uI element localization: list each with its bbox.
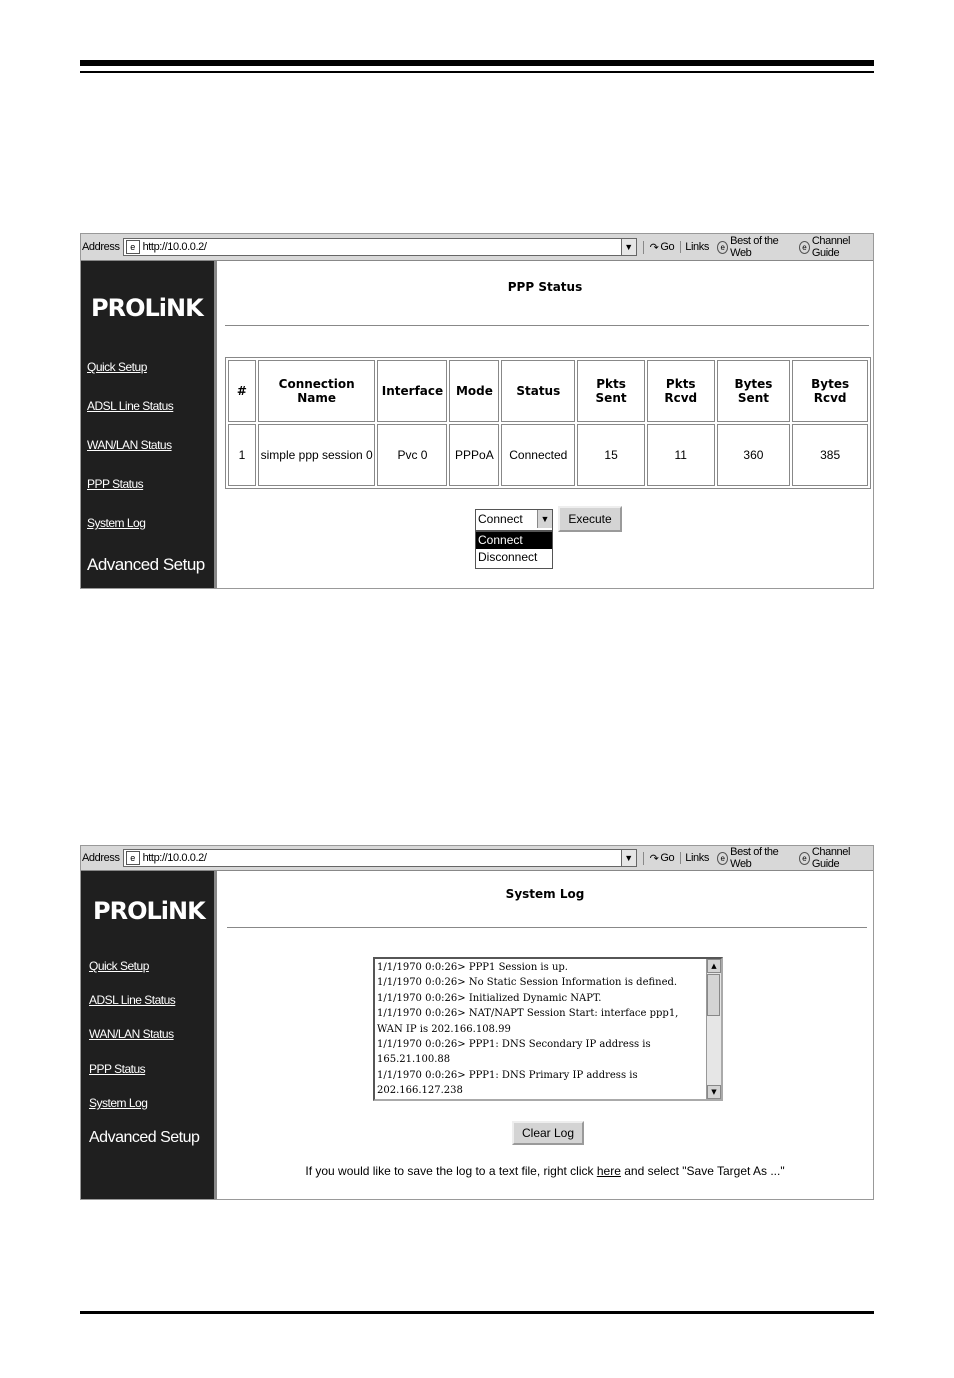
log-line: 1/1/1970 0:0:26> NAT/NAPT Session Start: interface ppp1, (377, 1008, 679, 1020)
hint-text-before: If you would like to save the log to a text file, right click (305, 1164, 597, 1178)
sidebar-item-quick-setup[interactable]: Quick Setup (87, 360, 147, 374)
divider (225, 325, 869, 326)
system-log-screenshot (80, 845, 874, 1200)
go-button[interactable]: ↷ Go (643, 852, 681, 865)
address-field[interactable] (123, 238, 637, 256)
sidebar-item-advanced-setup[interactable]: Advanced Setup (89, 1129, 200, 1146)
log-textarea[interactable] (373, 957, 723, 1101)
log-line: 1/1/1970 0:0:26> PPP1 Session is up. (377, 962, 568, 973)
sidebar-item-wan-lan-status[interactable]: WAN/LAN Status (87, 438, 172, 452)
scroll-down-icon[interactable]: ▼ (707, 1085, 721, 1099)
connect-select[interactable] (475, 509, 553, 531)
link-channel-guide[interactable]: e Channel Guide (795, 846, 873, 870)
table-cell: Pvc 0 (377, 424, 447, 486)
column-header: Pkts Sent (577, 360, 645, 422)
select-dropdown-list (475, 531, 553, 569)
sidebar-item-adsl-line-status[interactable]: ADSL Line Status (87, 399, 174, 413)
column-header: Bytes Rcvd (792, 360, 868, 422)
address-bar (81, 846, 873, 871)
main-content (217, 871, 873, 1200)
sidebar-item-wan-lan-status[interactable]: WAN/LAN Status (89, 1027, 174, 1041)
sidebar-item-system-log[interactable]: System Log (89, 1096, 148, 1110)
option-connect[interactable]: Connect (476, 532, 552, 549)
column-header: Pkts Rcvd (647, 360, 715, 422)
page-title: PPP Status (507, 280, 583, 294)
table-cell: 15 (577, 424, 645, 486)
column-header: Mode (449, 360, 499, 422)
sidebar (81, 871, 217, 1200)
column-header: Bytes Sent (717, 360, 791, 422)
log-line: 1/1/1970 0:0:26> No Static Session Information is defined. (377, 977, 678, 989)
scroll-up-icon[interactable]: ▲ (707, 959, 721, 973)
sidebar-item-quick-setup[interactable]: Quick Setup (89, 959, 149, 973)
select-value: Connect (478, 512, 523, 526)
table-row (228, 424, 868, 486)
log-text (377, 960, 705, 1099)
page-icon: e (126, 851, 140, 865)
table-cell: Connected (501, 424, 575, 486)
clear-log-button[interactable]: Clear Log (512, 1121, 584, 1145)
chevron-down-icon[interactable]: ▼ (621, 850, 636, 866)
ie-page-icon: e (799, 852, 810, 865)
go-arrow-icon: ↷ (649, 241, 659, 254)
scroll-thumb[interactable] (707, 974, 720, 1016)
table-cell: 360 (717, 424, 791, 486)
log-line: 1/1/1970 0:0:26> Initialized Dynamic NAPT. (377, 992, 602, 1004)
table-header-row (228, 360, 868, 422)
sidebar (81, 261, 217, 589)
ie-page-icon: e (717, 241, 728, 254)
sidebar-item-adsl-line-status[interactable]: ADSL Line Status (89, 993, 176, 1007)
link-best-of-web[interactable]: e Best of the Web (713, 846, 795, 870)
link-channel-guide[interactable]: e Channel Guide (795, 235, 873, 259)
ppp-status-table (225, 357, 871, 489)
sidebar-item-system-log[interactable]: System Log (87, 516, 146, 530)
logo: PROLiNK (93, 897, 205, 925)
log-line: 1/1/1970 0:0:26> PPP1: DNS Secondary IP address is (377, 1039, 651, 1051)
divider (227, 927, 867, 928)
sidebar-item-ppp-status[interactable]: PPP Status (87, 477, 144, 491)
address-label: Address (82, 852, 120, 864)
table-cell: 385 (792, 424, 868, 486)
url-text[interactable]: http://10.0.0.2/ (142, 852, 207, 864)
chevron-down-icon[interactable]: ▼ (537, 510, 552, 528)
log-line: 202.166.127.238 (377, 1085, 463, 1097)
bottom-rule (80, 1311, 874, 1314)
top-rule (80, 60, 874, 66)
logo: PROLiNK (91, 294, 203, 322)
page-icon: e (126, 240, 140, 254)
link-best-of-web[interactable]: e Best of the Web (713, 235, 795, 259)
chevron-down-icon[interactable]: ▼ (621, 239, 636, 255)
table-cell: PPPoA (449, 424, 499, 486)
hint-text-after: and select "Save Target As ..." (620, 1164, 785, 1178)
table-cell: 11 (647, 424, 715, 486)
column-header: # (228, 360, 256, 422)
links-label[interactable]: Links (680, 852, 713, 864)
log-line: 165.21.100.88 (377, 1054, 451, 1066)
go-button[interactable]: ↷ Go (643, 241, 681, 254)
execute-button[interactable]: Execute (558, 506, 622, 532)
option-disconnect[interactable]: Disconnect (478, 550, 538, 564)
log-scrollbar[interactable] (706, 959, 721, 1099)
ppp-status-screenshot (80, 233, 874, 589)
go-arrow-icon: ↷ (649, 852, 659, 865)
save-log-hint (217, 1164, 873, 1178)
address-field[interactable] (123, 849, 637, 867)
column-header: Connection Name (258, 360, 376, 422)
sidebar-item-ppp-status[interactable]: PPP Status (89, 1062, 146, 1076)
table-cell: simple ppp session 0 (258, 424, 376, 486)
page-title: System Log (505, 887, 585, 901)
log-line: 1/1/1970 0:0:26> PPP1: DNS Primary IP address is (377, 1069, 638, 1081)
url-text[interactable]: http://10.0.0.2/ (142, 241, 207, 253)
column-header: Status (501, 360, 575, 422)
save-log-link[interactable]: here (596, 1164, 621, 1178)
column-header: Interface (377, 360, 447, 422)
sidebar-item-advanced-setup[interactable]: Advanced Setup (87, 555, 205, 574)
address-bar (81, 234, 873, 261)
log-line: WAN IP is 202.166.108.99 (377, 1023, 511, 1035)
address-label: Address (82, 241, 120, 253)
ie-page-icon: e (717, 852, 728, 865)
ie-page-icon: e (799, 241, 810, 254)
links-label[interactable]: Links (680, 241, 713, 253)
main-content (217, 261, 873, 589)
table-cell: 1 (228, 424, 256, 486)
top-rule-thin (80, 71, 874, 73)
